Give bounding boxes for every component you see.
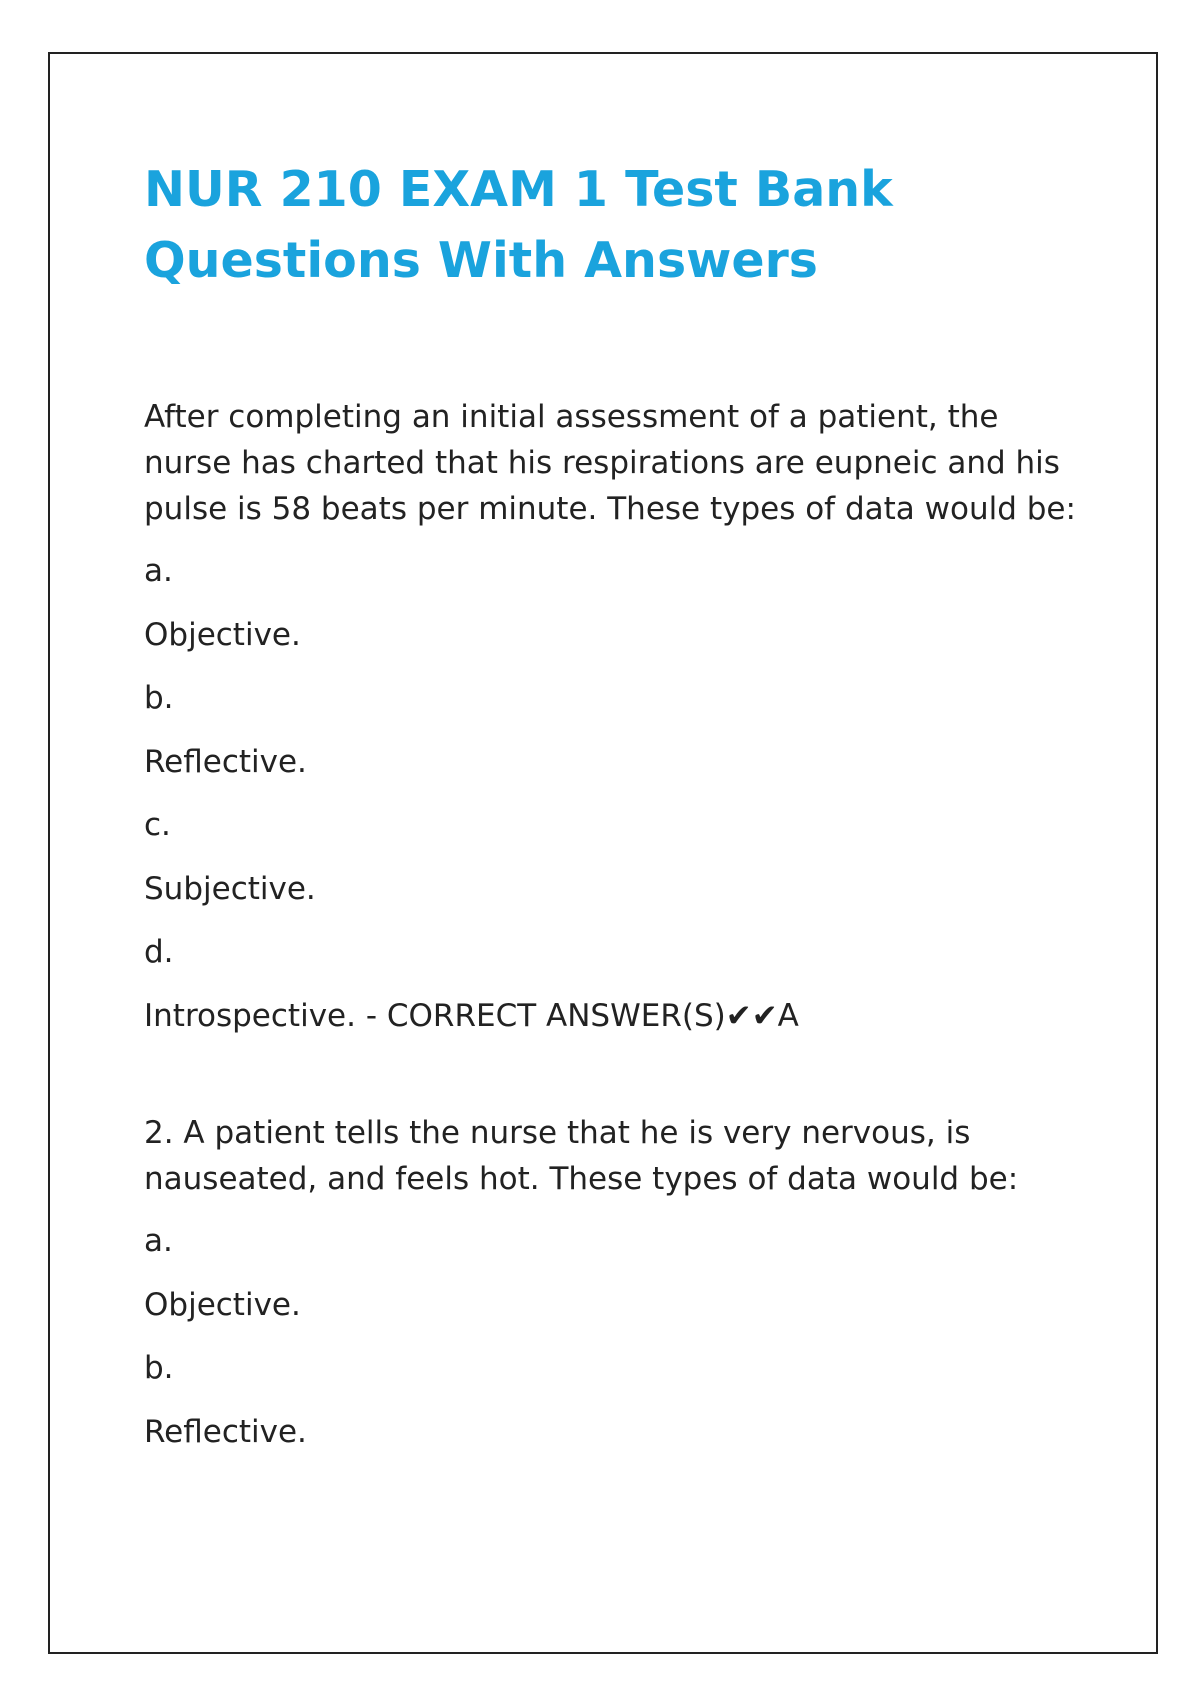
option-text-with-answer: Introspective. - CORRECT ANSWER(S)✔✔A: [144, 997, 799, 1034]
option-text: Subjective.: [144, 870, 316, 907]
title-line-1: NUR 210 EXAM 1 Test Bank: [144, 161, 893, 218]
option-text: Objective.: [144, 1286, 301, 1323]
question-text: 2. A patient tells the nurse that he is very nervous, is nauseated, and feels hot. These types of data would be:: [144, 1115, 1019, 1197]
option-letter: b.: [144, 680, 174, 716]
option-text: Objective.: [144, 616, 301, 653]
question-1: [144, 394, 1084, 1048]
option-letter: b.: [144, 1350, 174, 1386]
question-text: After completing an initial assessment of a patient, the nurse has charted that his respirations are eupneic and his pulse is 58 beats per minute. These types of data would be:: [144, 399, 1076, 527]
page-title: [144, 154, 1044, 296]
document-page: [48, 52, 1158, 1654]
question-list: [144, 394, 1084, 1464]
option-letter: a.: [144, 1223, 173, 1259]
option-letter: a.: [144, 553, 173, 589]
option-letter: c.: [144, 807, 171, 843]
question-2: [144, 1110, 1084, 1464]
option-letter: d.: [144, 934, 174, 970]
option-text: Reflective.: [144, 743, 307, 780]
title-line-2: Questions With Answers: [144, 232, 818, 289]
option-text: Reflective.: [144, 1413, 307, 1450]
